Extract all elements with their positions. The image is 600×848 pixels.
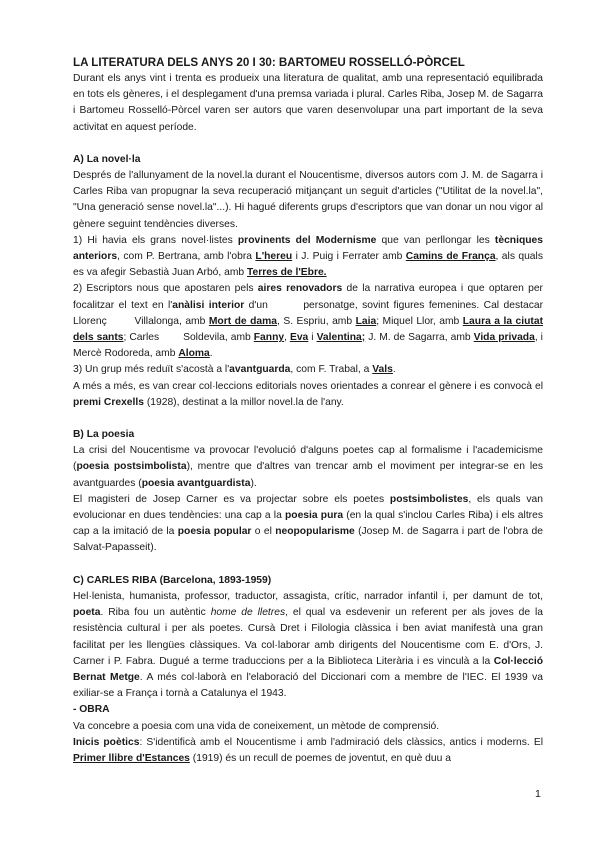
- poetry-paragraph-2: El magisteri de Josep Carner es va projectar sobre els poetes postsimbolistes, els quals van evolucionar en dues tendències: una cap a la poesia pura (en la qual s'inclou Carles Riba) i els altres cap a la imitació de la poesia popular o el neopopularisme (Josep M. de Sagarra i part de l'obra de Salvat-Papasseit).: [73, 493, 543, 554]
- work-title: Vals: [372, 364, 393, 376]
- intro-paragraph: Durant els anys vint i trenta es produeix una literatura de qualitat, amb una representació equilibrada en tots els gèneres, i el desplegament d'una premsa variada i plural. Carles Riba, Josep M. de Sagarra i Bartomeu Rosselló-Pòrcel varen ser autors que varen desenvolupar una part important de la seva activitat en aquest període.: [73, 73, 543, 133]
- poetry-paragraph-1: La crisi del Noucentisme va provocar l'evolució d'alguns poetes cap al formalisme i l'academicisme (poesia postsimbolista), mentre que d'altres van trencar amb el moviment per integrar-se en les avantguardes (poesia avantguardista).: [73, 445, 543, 489]
- work-title: Valentina;: [316, 332, 366, 344]
- work-title: Vida privada: [473, 332, 535, 344]
- riba-paragraph-1: Hel·lenista, humanista, professor, traductor, assagista, crític, narrador infantil i, per damunt de tot, poeta. Riba fou un autèntic home de lletres, el qual va esdevenir un referent per als joves de la resistència cultural i per als poetes. Cursà Dret i Filologia clàssica i ben aviat manifestà una gran facilitat per les llengües clàssiques. Va col·laborar amb dirigents del Noucentisme com E. d'Ors, J. Carner i P. Fabra. Dugué a terme traduccions per a la Biblioteca Literària i es vinculà a la Col·lecció Bernat Metge. A més col·laborà en l'elaboració del Diccionari com a membre de l'IEC. El 1939 va exiliar-se a França i tornà a Catalunya el 1943.: [73, 590, 543, 700]
- section-heading-poetry: B) La poesia: [73, 429, 135, 441]
- work-title: Fanny: [253, 332, 285, 344]
- page-title: LA LITERATURA DELS ANYS 20 I 30: BARTOMEU ROSSELLÓ-PÒRCEL: [73, 56, 465, 69]
- section-heading-novel: A) La novel·la: [73, 153, 141, 165]
- work-title: Mort de dama: [208, 315, 278, 327]
- work-title: Laura a la ciutat dels sants: [73, 315, 543, 344]
- riba-paragraph-3: Inicis poètics: S'identificà amb el Noucentisme i amb l'admiració dels clàssics, antics i moderns. El Primer llibre d'Estances (1919) és un recull de poemes de joventut, en què duu a: [73, 736, 543, 764]
- novel-paragraph-2: A més a més, es van crear col·leccions editorials noves orientades a conrear el gènere i es convocà el premi Crexells (1928), destinat a la millor novel.la de l'any.: [73, 380, 543, 408]
- work-title: Eva: [289, 332, 309, 344]
- work-title: Camins de França: [405, 251, 496, 263]
- subheading-obra: - OBRA: [73, 704, 110, 716]
- novel-item-2: 2) Escriptors nous que apostaren pels aires renovadors de la narrativa europea i que optaren per focalitzar el text en l'anàlisi interior d'un personatge, sovint figures femenines. Cal destacar Llorenç Villalonga, amb Mort de dama, S. Espriu, amb Laia; Miquel Llor, amb Laura a la ciutat dels sants; Carles Soldevila, amb Fanny, Eva i Valentina; J. M. de Sagarra, amb Vida privada, i Mercè Rodoreda, amb Aloma.: [73, 283, 546, 360]
- work-title: Laia: [355, 315, 377, 327]
- work-title: Primer llibre d'Estances: [73, 752, 190, 764]
- novel-item-1: 1) Hi havia els grans novel·listes provinents del Modernisme que van perllongar les tècniques anteriors, com P. Bertrana, amb l'obra L'hereu i J. Puig i Ferrater amb Camins de França, als quals es va afegir Sebastià Juan Arbó, amb Terres de l'Ebre.: [73, 234, 543, 279]
- work-title: L'hereu: [255, 251, 293, 263]
- document-body: [73, 54, 546, 767]
- riba-paragraph-2: Va concebre a poesia com una vida de coneixement, un mètode de comprensió.: [73, 720, 440, 732]
- page-number: 1: [535, 788, 541, 800]
- section-heading-riba: C) CARLES RIBA (Barcelona, 1893-1959): [73, 574, 272, 586]
- novel-item-3: 3) Un grup més reduït s'acostà a l'avantguarda, com F. Trabal, a Vals.: [73, 364, 396, 376]
- novel-paragraph-1: Després de l'allunyament de la novel.la durant el Noucentisme, diversos autors com J. M. de Sagarra i Carles Riba van propugnar la seva recuperació mitjançant un seguit d'articles ("Utilitat de la novel.la", "Una generació sense novel.la"...). Hi hagué diferents grups d'escriptors que van donar un nou vigor al gènere seguint tendències diverses.: [73, 170, 543, 230]
- work-title: Terres de l'Ebre.: [247, 267, 327, 279]
- work-title: Aloma: [178, 348, 210, 360]
